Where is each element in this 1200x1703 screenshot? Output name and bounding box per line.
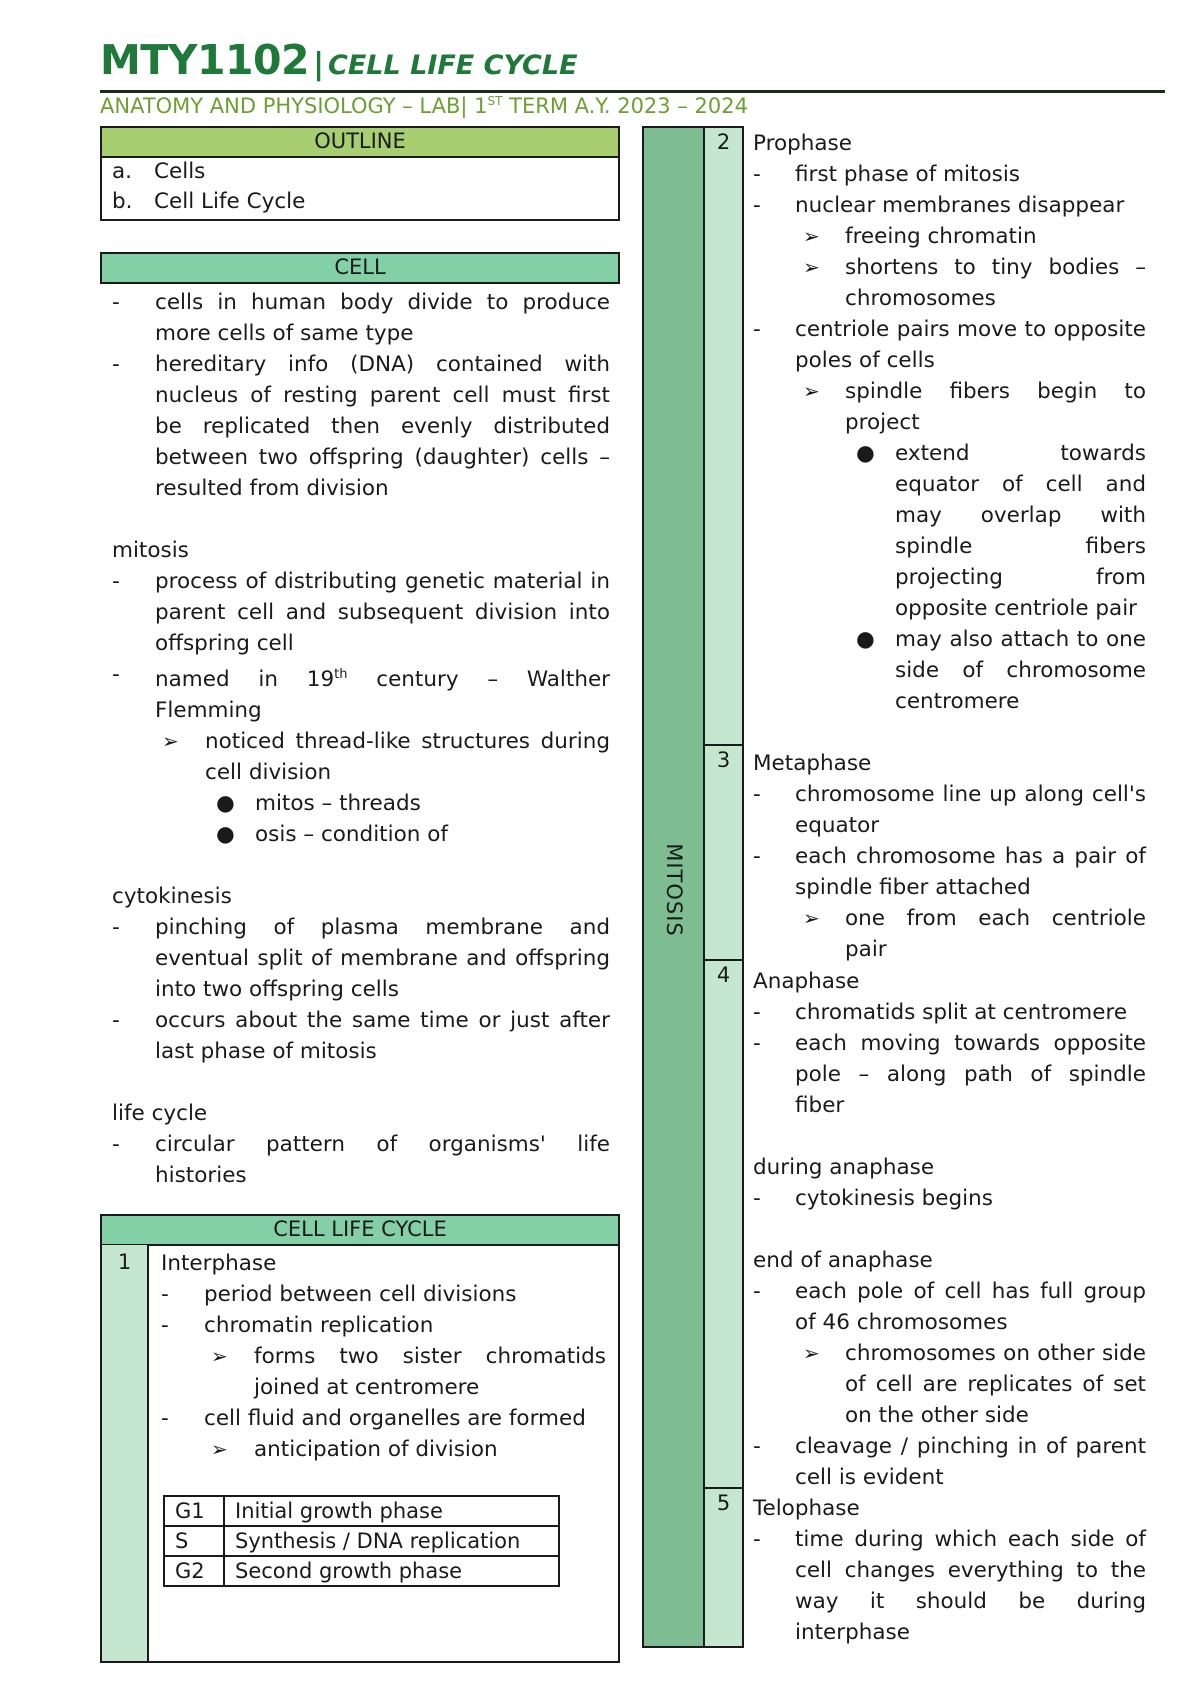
cytokinesis-definition: - pinching of plasma membrane and eventual split of membrane and offspring into two offspring cells	[112, 915, 610, 1003]
during-anaphase-label: during anaphase	[753, 1155, 935, 1180]
phase-name: Interphase	[161, 1251, 277, 1276]
cell-intro-item: - hereditary info (DNA) contained with nucleus of resting parent cell must first be replicated then evenly distributed between two offspring (daughter) cells – resulted from division	[112, 352, 610, 501]
prophase-item: - centriole pairs move to opposite poles of cells	[753, 317, 1146, 373]
anaphase-item: - each moving towards opposite pole – along path of spindle fiber	[753, 1031, 1146, 1118]
document-title	[100, 36, 578, 92]
prophase-bullet: ● extend towards equator of cell and may overlap with spindle fibers projecting from opposite centriole pair	[753, 438, 1146, 624]
life-cycle-term: life cycle	[112, 1101, 208, 1127]
life-cycle-definition: - circular pattern of organisms' life histories	[112, 1132, 610, 1189]
table-row: G1 Initial growth phase	[164, 1496, 559, 1526]
course-code: MTY1102	[100, 36, 310, 84]
arrow-bullet-icon: ➢	[211, 1437, 228, 1461]
outline-item: a. Cells	[112, 159, 206, 184]
arrow-bullet-icon: ➢	[803, 224, 820, 248]
interphase-subpoint: ➢ forms two sister chromatids joined at centromere	[161, 1341, 606, 1403]
bullet-icon: ●	[856, 627, 875, 652]
anaphase-subpoint: ➢ chromosomes on other side of cell are replicates of set on the other side	[753, 1338, 1146, 1431]
telophase-content	[753, 1493, 1146, 1648]
telophase-number-cell: 5	[703, 1487, 744, 1648]
bullet-icon: ●	[216, 822, 235, 848]
header-rule	[100, 90, 1165, 93]
interphase-subpoint: ➢ anticipation of division	[161, 1434, 606, 1465]
phase-name: Metaphase	[753, 751, 872, 776]
topic-title: CELL LIFE CYCLE	[328, 50, 578, 81]
bullet-icon: ●	[856, 441, 875, 466]
mitosis-label: MITOSIS	[661, 843, 686, 937]
cytokinesis-term: cytokinesis	[112, 884, 232, 910]
prophase-item: - nuclear membranes disappear	[753, 193, 1125, 218]
document-subtitle: ANATOMY AND PHYSIOLOGY – LAB| 1ST TERM A.Y. 2023 – 2024	[100, 94, 748, 118]
prophase-subpoint: ➢ freeing chromatin	[753, 221, 1146, 252]
arrow-bullet-icon: ➢	[211, 1344, 228, 1368]
arrow-bullet-icon: ➢	[803, 1341, 820, 1365]
etymology-item: ● osis – condition of	[112, 819, 610, 850]
prophase-bullet: ● may also attach to one side of chromosome centromere	[753, 624, 1146, 717]
arrow-bullet-icon: ➢	[803, 255, 820, 279]
mitosis-definition: - process of distributing genetic material in parent cell and subsequent division into offspring cell	[112, 569, 610, 656]
interphase-content	[161, 1248, 606, 1465]
anaphase-item: - cleavage / pinching in of parent cell is evident	[753, 1434, 1146, 1490]
cell-section-header: CELL	[100, 252, 620, 284]
phase-number-column	[100, 1245, 149, 1663]
table-row: G2 Second growth phase	[164, 1556, 559, 1586]
metaphase-subpoint: ➢ one from each centriole pair	[753, 903, 1146, 965]
prophase-content	[753, 128, 1146, 717]
prophase-item: - first phase of mitosis	[753, 162, 1020, 187]
cell-section-body	[112, 287, 610, 1191]
telophase-item: - time during which each side of cell changes everything to the way it should be during interphase	[753, 1527, 1146, 1645]
etymology-item: ● mitos – threads	[112, 788, 610, 819]
metaphase-content	[753, 748, 1146, 965]
phase-name: Prophase	[753, 131, 852, 156]
anaphase-number-cell: 4	[703, 959, 744, 1489]
metaphase-item: - each chromosome has a pair of spindle fiber attached	[753, 844, 1146, 900]
interphase-item: - period between cell divisions	[161, 1282, 517, 1307]
table-row: S Synthesis / DNA replication	[164, 1526, 559, 1556]
outline-item: b. Cell Life Cycle	[112, 189, 306, 214]
arrow-bullet-icon: ➢	[803, 906, 820, 930]
outline-header: OUTLINE	[100, 126, 620, 158]
mitosis-history: - named in 19th century – Walther Flemming	[112, 662, 611, 724]
mitosis-subpoint: ➢ noticed thread-like structures during cell division	[112, 726, 610, 788]
prophase-number-cell: 2	[703, 126, 744, 746]
interphase-item: - chromatin replication	[161, 1313, 434, 1338]
anaphase-content	[753, 966, 1146, 1493]
phase-name: Anaphase	[753, 969, 860, 994]
mitosis-term: mitosis	[112, 538, 189, 563]
anaphase-item: - chromatids split at centromere	[753, 1000, 1128, 1025]
bullet-icon: ●	[216, 791, 235, 817]
phase-number: 1	[117, 1250, 132, 1274]
end-anaphase-label: end of anaphase	[753, 1248, 933, 1273]
interphase-item: - cell fluid and organelles are formed	[161, 1406, 586, 1431]
cell-intro-item: - cells in human body divide to produce more cells of same type	[112, 290, 610, 346]
interphase-subphase-table	[163, 1495, 560, 1587]
title-separator: |	[313, 47, 325, 82]
metaphase-number-cell: 3	[703, 744, 744, 961]
outline-box	[100, 157, 620, 221]
anaphase-item: - each pole of cell has full group of 46 chromosomes	[753, 1279, 1146, 1335]
arrow-bullet-icon: ➢	[162, 729, 179, 754]
arrow-bullet-icon: ➢	[803, 379, 820, 403]
prophase-subpoint: ➢ spindle fibers begin to project	[753, 376, 1146, 438]
prophase-subpoint: ➢ shortens to tiny bodies – chromosomes	[753, 252, 1146, 314]
cytokinesis-definition: - occurs about the same time or just after last phase of mitosis	[112, 1008, 610, 1065]
metaphase-item: - chromosome line up along cell's equator	[753, 782, 1146, 838]
anaphase-item: - cytokinesis begins	[753, 1186, 993, 1211]
phase-name: Telophase	[753, 1496, 860, 1521]
cell-life-cycle-header: CELL LIFE CYCLE	[100, 1214, 620, 1246]
